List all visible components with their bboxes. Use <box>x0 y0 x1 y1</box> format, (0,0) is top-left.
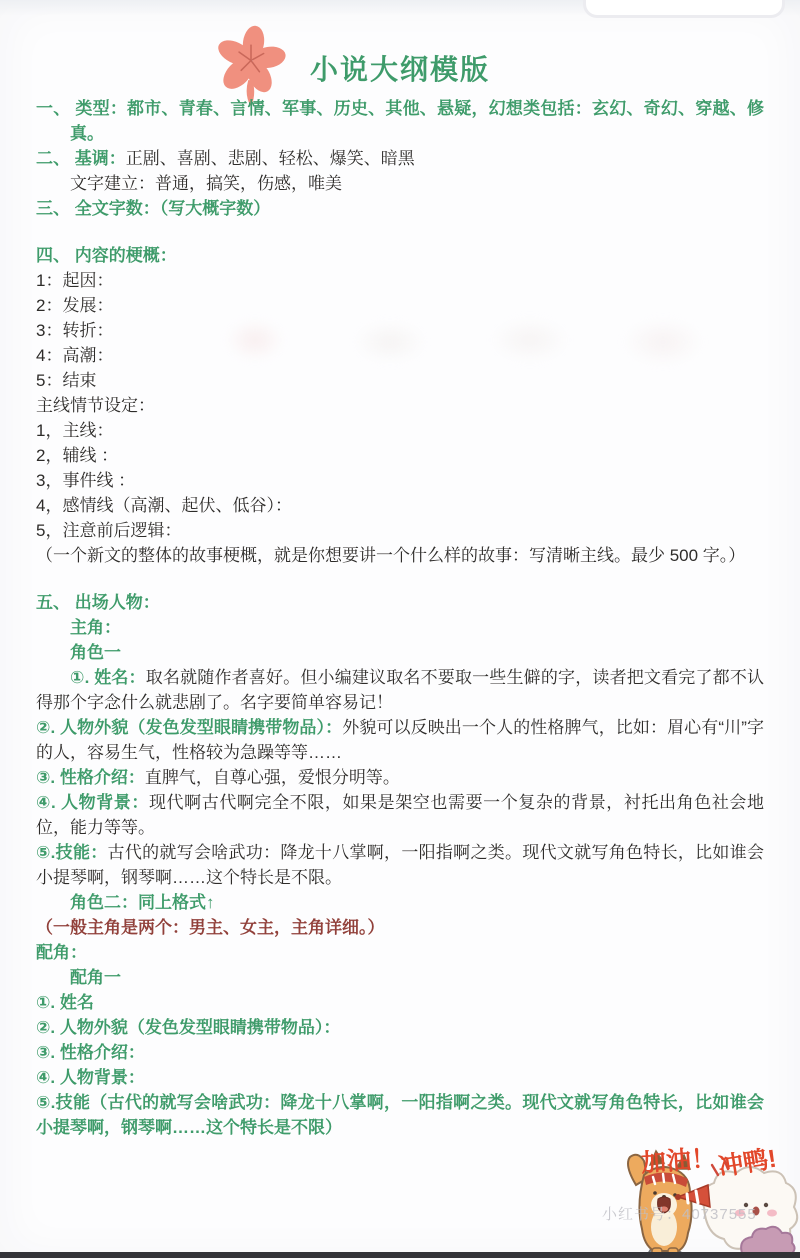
spacer <box>36 221 764 243</box>
role1-point-background <box>36 790 764 840</box>
charge-text: 冲鸭! <box>716 1144 779 1182</box>
protagonist-label: 主角： <box>70 618 121 637</box>
mainline-point-2: 2，辅线 ： <box>36 446 119 465</box>
supporting-point-skill: ⑤.技能（古代的就写会啥武功：降龙十八掌啊，一阳指啊之类。现代文就写角色特长，比如谁会小提琴啊，钢琴啊……这个特长是不限） <box>36 1093 764 1137</box>
role1-skill-label: ⑤.技能： <box>36 843 108 862</box>
supporting-point-background: ④. 人物背景： <box>36 1068 145 1087</box>
role1-point-name <box>36 665 764 715</box>
mainline-point-1: 1，主线： <box>36 421 114 440</box>
role1-background-text: 现代啊古代啊完全不限，如果是架空也需要一个复杂的背景，衬托出角色社会地位，能力等等。 <box>36 793 764 837</box>
role1-appearance-label: ②. 人物外貌（发色发型眼睛携带物品）： <box>36 718 343 737</box>
mainline-point-5: 5，注意前后逻辑： <box>36 521 182 540</box>
role1-background-label: ④. 人物背景： <box>36 793 149 812</box>
mainline-heading: 主线情节设定： <box>36 396 155 415</box>
mainline-note: （一个新文的整体的故事梗概，就是你想要讲一个什么样的故事：写清晰主线。最少 500 字。） <box>36 546 746 565</box>
role1-personality-text: 直脾气，自尊心强，爱恨分明等。 <box>144 768 400 787</box>
role1-skill-text: 古代的就写会啥武功：降龙十八掌啊，一阳指啊之类。现代文就写角色特长，比如谁会小提琴啊，钢琴啊……这个特长是不限。 <box>36 843 764 887</box>
role2-note: 角色二：同上格式↑ <box>70 893 215 912</box>
protagonist-note: （一般主角是两个：男主、女主，主角详细。） <box>36 918 385 937</box>
plot-point-4: 4：高潮： <box>36 346 114 365</box>
outline-item-characters-heading: 五、 出场人物： <box>36 593 160 612</box>
supporting-point-name: ①. 姓名 <box>36 993 94 1012</box>
supporting-point-appearance: ②. 人物外貌（发色发型眼睛携带物品）： <box>36 1018 341 1037</box>
role1-point-personality <box>36 765 764 790</box>
spacer <box>36 568 764 590</box>
role1-point-appearance <box>36 715 764 765</box>
outline-item-synopsis-heading: 四、 内容的梗概： <box>36 246 177 265</box>
supporting-label: 配角： <box>36 943 87 962</box>
mainline-point-3: 3，事件线 ： <box>36 471 136 490</box>
page-title: 小说大纲模版 <box>309 54 490 85</box>
plot-point-2: 2：发展： <box>36 296 114 315</box>
top-right-card-edge <box>583 0 785 18</box>
cheer-text: 加油！ <box>640 1144 718 1178</box>
outline-item-type: 一、 类型：都市、青春、言情、军事、历史、其他、悬疑，幻想类包括：玄幻、奇幻、穿越、修真。 <box>36 99 764 143</box>
tone-label: 二、 基调： <box>36 149 126 168</box>
xiaohongshu-id-watermark: 小红书号：40737555 <box>602 1206 757 1223</box>
bottom-edge-bar <box>0 1252 800 1258</box>
outline-item-tone <box>36 146 764 171</box>
role1-name-label: ①. 姓名： <box>70 668 146 687</box>
role1-personality-label: ③. 性格介绍： <box>36 768 145 787</box>
mainline-point-4: 4，感情线（高潮、起伏、低谷）： <box>36 496 292 515</box>
plot-point-3: 3：转折： <box>36 321 114 340</box>
document-body <box>36 96 764 1140</box>
role1-label: 角色一 <box>70 643 121 662</box>
supporting-role1-label: 配角一 <box>70 968 121 987</box>
plot-point-5: 5：结束 <box>36 371 97 390</box>
tone-values: 正剧、喜剧、悲剧、轻松、爆笑、暗黑 <box>125 149 415 168</box>
plot-point-1: 1：起因： <box>36 271 114 290</box>
supporting-point-personality: ③. 性格介绍： <box>36 1043 145 1062</box>
text-style-line: 文字建立：普通，搞笑，伤感，唯美 <box>70 174 342 193</box>
role1-appearance-text: 外貌可以反映出一个人的性格脾气，比如：眉心有“川”字的人，容易生气，性格较为急躁等等…… <box>36 718 764 762</box>
outline-item-wordcount: 三、 全文字数：（写大概字数） <box>36 199 271 218</box>
role1-name-text: 取名就随作者喜好。但小编建议取名不要取一些生僻的字，读者把文看完了都不认得那个字念什么就悲剧了。名字要简单容易记！ <box>36 668 764 712</box>
role1-point-skill <box>36 840 764 890</box>
